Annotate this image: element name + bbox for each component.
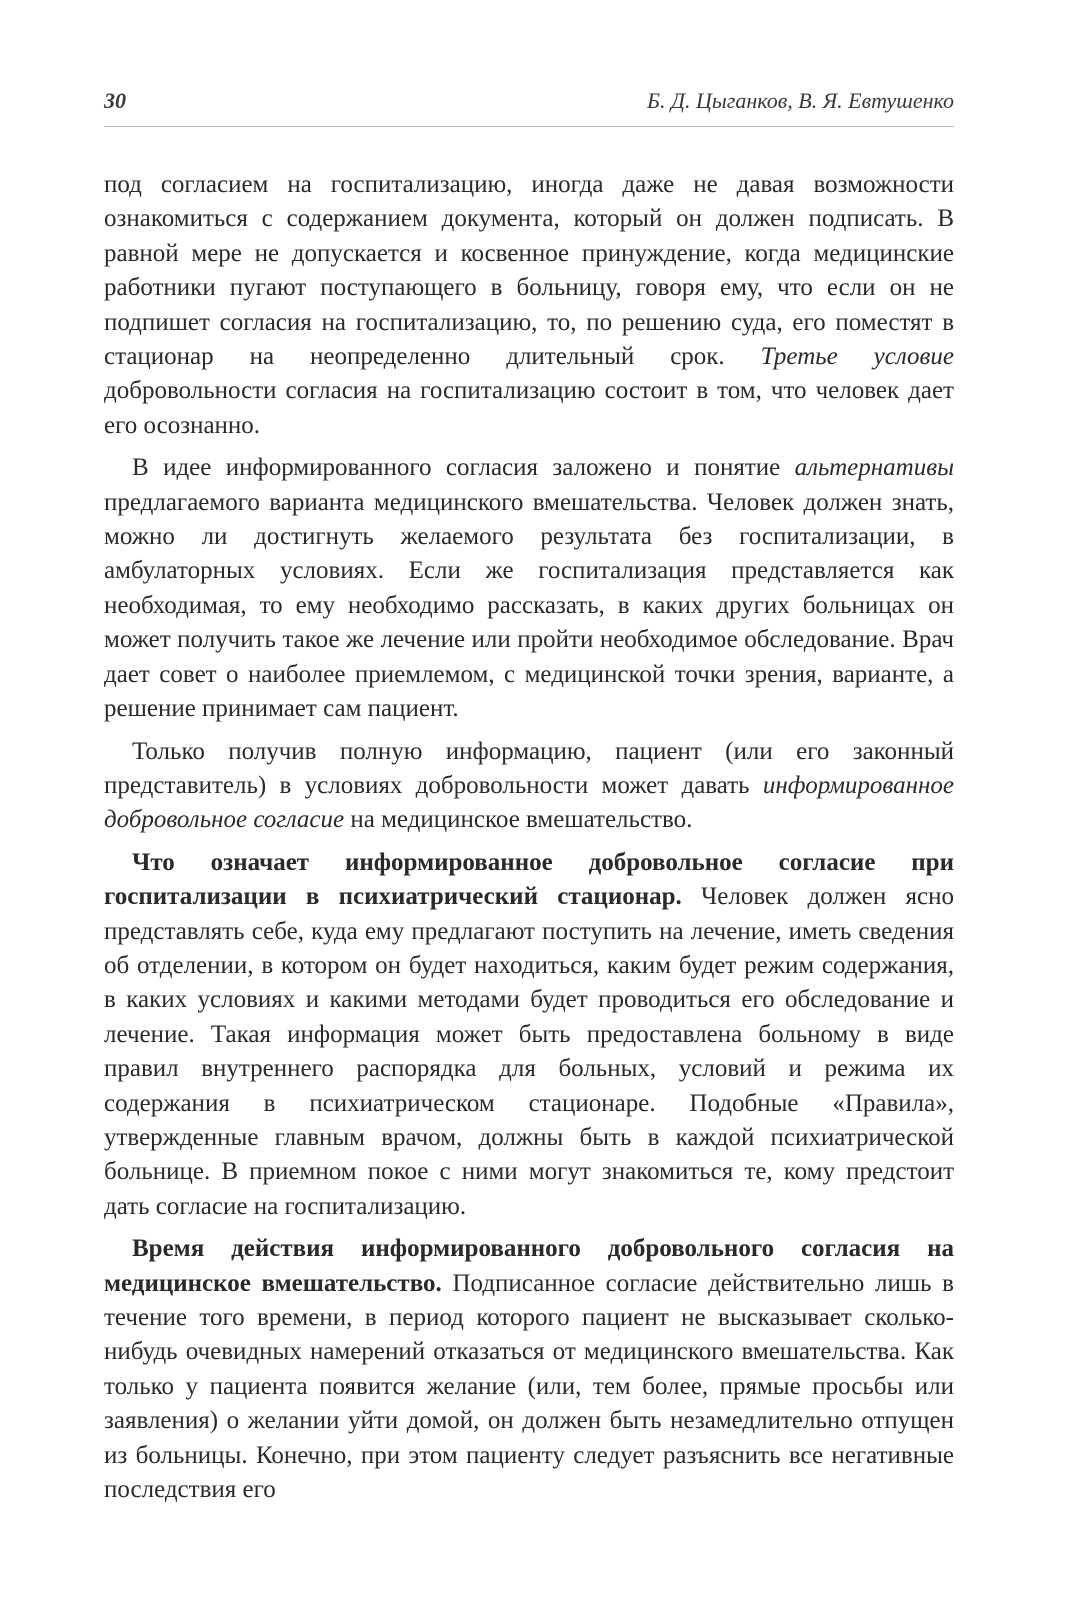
- bold-run-in-heading: Время действия информированного добровольного согласия на медицинское вмешательство.: [104, 1235, 954, 1297]
- running-header: [104, 88, 954, 114]
- text-run: под согласием на госпитализацию, иногда даже не давая возможности ознакомиться с содержанием документа, который он должен подписать. В равной мере не допускается и косвенное принуждение, когда медицинские работники пугают поступающего в больницу, говоря ему, что если он не подпишет согласия на госпитализацию, то, по решению суда, его поместят в стационар на неопределенно длительный срок.: [104, 171, 954, 371]
- italic-term: Третье условие: [760, 343, 955, 371]
- text-run: предлагаемого варианта медицинского вмешательства. Человек должен знать, можно ли достигнуть желаемого результата без госпитализации, в амбулаторных условиях. Если же госпитализация представляется как необходимая, то ему необходимо рассказать, в каких других больницах он может получить такое же лечение или пройти необходимое обследование. Врач дает совет о наиболее приемлемом, с медицинской точки зрения, варианте, а решение принимает сам пациент.: [104, 488, 954, 723]
- text-run: на медицинское вмешательство.: [344, 806, 693, 834]
- text-run: Только получив полную информацию, пациент (или его законный представитель) в условиях добровольности может давать: [104, 737, 954, 799]
- italic-term: альтернативы: [794, 454, 954, 482]
- paragraph-consent-psychiatric-hospital: [104, 846, 954, 1224]
- italic-term: информированное добровольное согласие: [104, 771, 954, 834]
- paragraph-informed-consent: [104, 735, 954, 838]
- paragraph-alternatives: [104, 451, 954, 726]
- body-text: [104, 168, 954, 1515]
- page-number: 30: [104, 88, 126, 113]
- bold-run-in-heading: Что означает информированное добровольное согласие при госпитализации в психиатрический стационар.: [104, 848, 954, 911]
- text-run: В идее информированного согласия заложено и понятие: [132, 454, 795, 482]
- paragraph-continued: [104, 168, 954, 443]
- text-run: Человек должен ясно представлять себе, куда ему предлагают поступить на лечение, иметь сведения об отделении, в котором он будет находиться, каким будет режим содержания, в каких условиях и какими методами будет проводиться его обследование и лечение. Такая информация может быть предоставлена больному в виде правил внутреннего распорядка для больных, условий и режима их содержания в психиатрическом стационаре. Подобные «Правила», утвержденные главным врачом, должны быть в каждой психиатрической больнице. В приемном покое с ними могут знакомиться те, кому предстоит дать согласие на госпитализацию.: [104, 883, 954, 1220]
- paragraph-consent-duration: [104, 1232, 954, 1507]
- running-header-authors: Б. Д. Цыганков, В. Я. Евтушенко: [647, 88, 954, 113]
- header-rule: [104, 126, 954, 127]
- text-run: добровольности согласия на госпитализацию состоит в том, что человек дает его осознанно.: [104, 377, 954, 439]
- text-run: Подписанное согласие действительно лишь в течение того времени, в период которого пациент не высказывает сколько-нибудь очевидных намерений отказаться от медицинского вмешательства. Как только у пациента появится желание (или, тем более, прямые просьбы или заявления) о желании уйти домой, он должен быть незамедлительно отпущен из больницы. Конечно, при этом пациенту следует разъяснить все негативные последствия его: [104, 1269, 954, 1504]
